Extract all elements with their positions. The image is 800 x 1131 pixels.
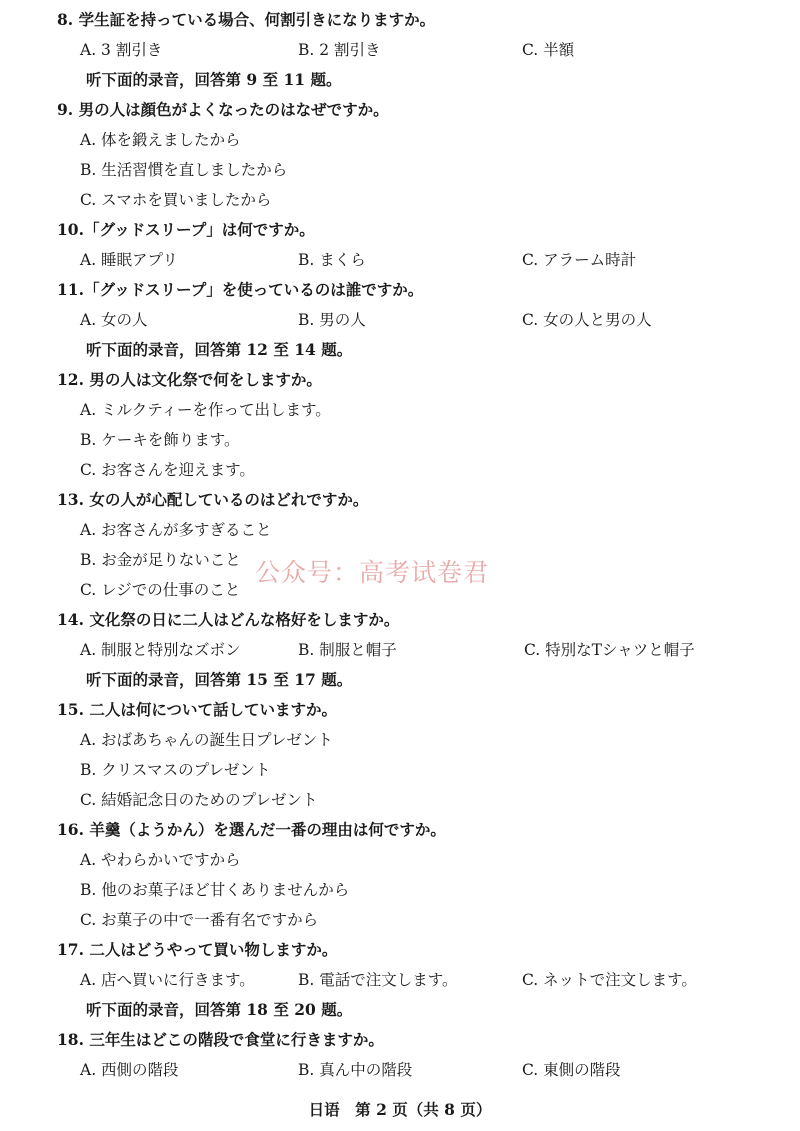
option-9b: B. 生活習慣を直しましたから xyxy=(80,161,288,179)
question-11: 11.「グッドスリープ」を使っているのは誰ですか。 xyxy=(57,280,424,299)
option-11a: A. 女の人 xyxy=(80,311,148,329)
option-16c: C. お菓子の中で一番有名ですから xyxy=(80,911,319,929)
question-8: 8. 学生証を持っている場合、何割引きになりますか。 xyxy=(57,10,436,29)
option-8a: A. 3 割引き xyxy=(80,41,163,59)
option-14c: C. 特別なTシャツと帽子 xyxy=(524,641,695,659)
option-10c: C. アラーム時計 xyxy=(522,251,637,269)
watermark: 公众号：高考试卷君 xyxy=(255,558,490,587)
question-13: 13. 女の人が心配しているのはどれですか。 xyxy=(57,490,369,509)
option-13a: A. お客さんが多すぎること xyxy=(80,521,272,539)
option-17a: A. 店へ買いに行きます。 xyxy=(80,971,255,989)
option-17c: C. ネットで注文します。 xyxy=(522,971,697,989)
option-10b: B. まくら xyxy=(298,251,366,269)
instruction-12-14: 听下面的录音，回答第 12 至 14 题。 xyxy=(86,340,353,359)
question-15: 15. 二人は何について話していますか。 xyxy=(57,700,338,719)
option-18a: A. 西側の階段 xyxy=(80,1061,179,1079)
question-12: 12. 男の人は文化祭で何をしますか。 xyxy=(57,370,322,389)
question-14: 14. 文化祭の日に二人はどんな格好をしますか。 xyxy=(57,610,400,629)
option-17b: B. 電話で注文します。 xyxy=(298,971,458,989)
question-10: 10.「グッドスリープ」は何ですか。 xyxy=(57,220,315,239)
question-17: 17. 二人はどうやって買い物しますか。 xyxy=(57,940,338,959)
option-10a: A. 睡眠アプリ xyxy=(80,251,178,269)
option-9c: C. スマホを買いましたから xyxy=(80,191,272,209)
instruction-9-11: 听下面的录音，回答第 9 至 11 题。 xyxy=(86,70,342,89)
option-16b: B. 他のお菓子ほど甘くありませんから xyxy=(80,881,350,899)
question-16: 16. 羊羹（ようかん）を選んだ一番の理由は何ですか。 xyxy=(57,820,446,839)
option-13c: C. レジでの仕事のこと xyxy=(80,581,241,599)
option-12c: C. お客さんを迎えます。 xyxy=(80,461,255,479)
option-9a: A. 体を鍛えましたから xyxy=(80,131,241,149)
option-14b: B. 制服と帽子 xyxy=(298,641,397,659)
question-9: 9. 男の人は顔色がよくなったのはなぜですか。 xyxy=(57,100,389,119)
question-18: 18. 三年生はどこの階段で食堂に行きますか。 xyxy=(57,1030,384,1049)
option-15c: C. 結婚記念日のためのプレゼント xyxy=(80,791,318,809)
option-8b: B. 2 割引き xyxy=(298,41,381,59)
option-12a: A. ミルクティーを作って出します。 xyxy=(80,401,331,419)
option-18b: B. 真ん中の階段 xyxy=(298,1061,413,1079)
option-11c: C. 女の人と男の人 xyxy=(522,311,652,329)
option-12b: B. ケーキを飾ります。 xyxy=(80,431,240,449)
instruction-18-20: 听下面的录音，回答第 18 至 20 题。 xyxy=(86,1000,353,1019)
option-16a: A. やわらかいですから xyxy=(80,851,241,869)
option-14a: A. 制服と特別なズボン xyxy=(80,641,241,659)
option-13b: B. お金が足りないこと xyxy=(80,551,241,569)
option-11b: B. 男の人 xyxy=(298,311,366,329)
instruction-15-17: 听下面的录音，回答第 15 至 17 题。 xyxy=(86,670,353,689)
page-footer: 日语 第 2 页（共 8 页） xyxy=(308,1100,492,1119)
option-15b: B. クリスマスのプレゼント xyxy=(80,761,271,779)
option-18c: C. 東側の階段 xyxy=(522,1061,621,1079)
option-15a: A. おばあちゃんの誕生日プレゼント xyxy=(80,731,333,749)
option-8c: C. 半額 xyxy=(522,41,575,59)
